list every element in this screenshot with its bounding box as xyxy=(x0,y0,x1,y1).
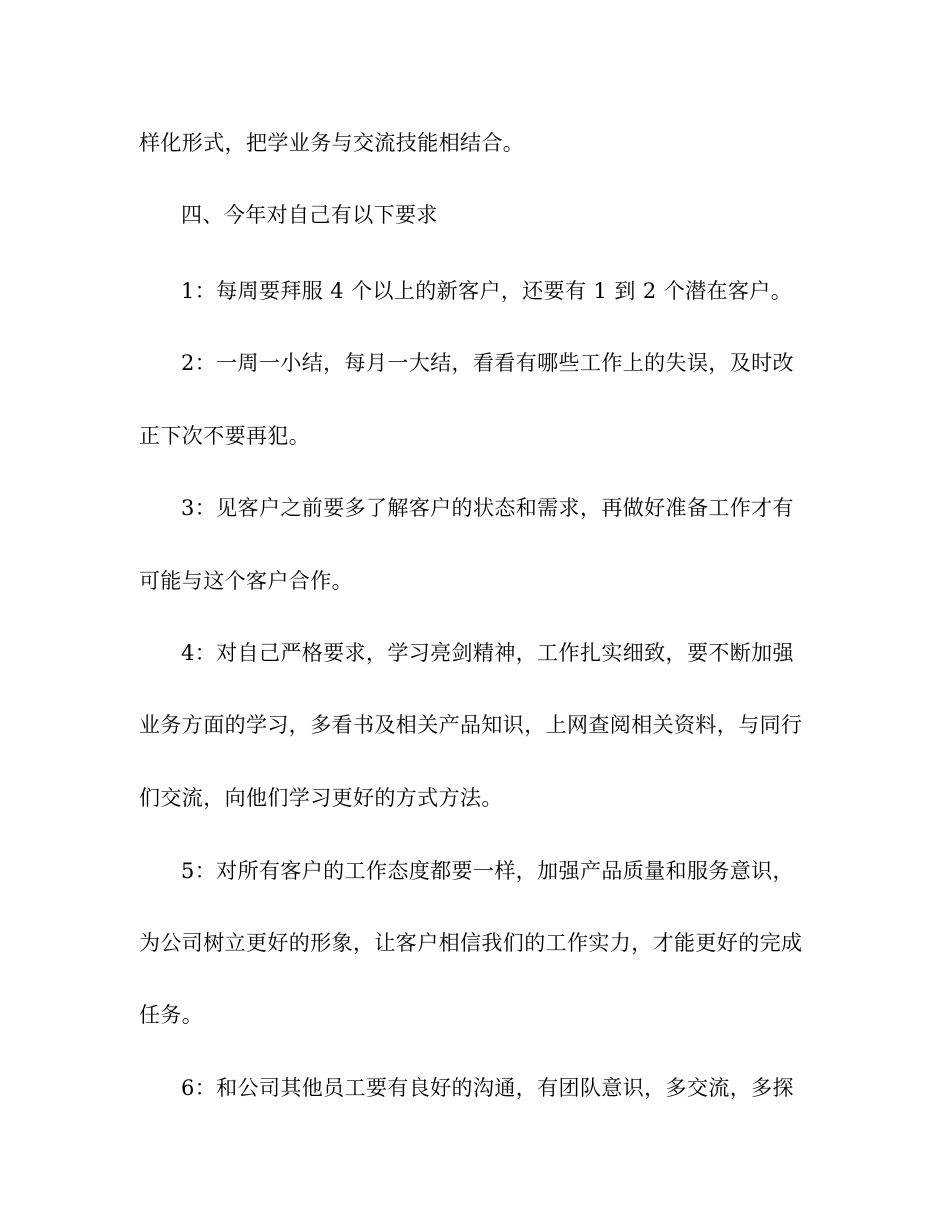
list-item-3-line-2: 可能与这个客户合作。 xyxy=(139,569,353,593)
list-item-2-line-2: 正下次不要再犯。 xyxy=(139,424,311,448)
section-heading: 四、今年对自己有以下要求 xyxy=(181,203,438,227)
list-item-1: 1：每周要拜服 4 个以上的新客户，还要有 1 到 2 个潜在客户。 xyxy=(181,279,793,303)
list-item-4-line-3: 们交流，向他们学习更好的方式方法。 xyxy=(139,786,503,810)
list-item-5-line-2: 为公司树立更好的形象，让客户相信我们的工作实力，才能更好的完成 xyxy=(139,931,803,955)
text-line-continuation: 样化形式，把学业务与交流技能相结合。 xyxy=(139,131,525,155)
list-item-3-line-1: 3：见客户之前要多了解客户的状态和需求，再做好准备工作才有 xyxy=(181,496,794,520)
list-item-4-line-1: 4：对自己严格要求，学习亮剑精神，工作扎实细致，要不断加强 xyxy=(181,641,794,665)
list-item-5-line-1: 5：对所有客户的工作态度都要一样，加强产品质量和服务意识， xyxy=(181,859,794,883)
list-item-4-line-2: 业务方面的学习，多看书及相关产品知识，上网查阅相关资料，与同行 xyxy=(139,713,803,737)
list-item-6-line-1: 6：和公司其他员工要有良好的沟通，有团队意识，多交流，多探 xyxy=(181,1076,794,1100)
list-item-5-line-3: 任务。 xyxy=(139,1003,204,1027)
list-item-2-line-1: 2：一周一小结，每月一大结，看看有哪些工作上的失误，及时改 xyxy=(181,351,794,375)
